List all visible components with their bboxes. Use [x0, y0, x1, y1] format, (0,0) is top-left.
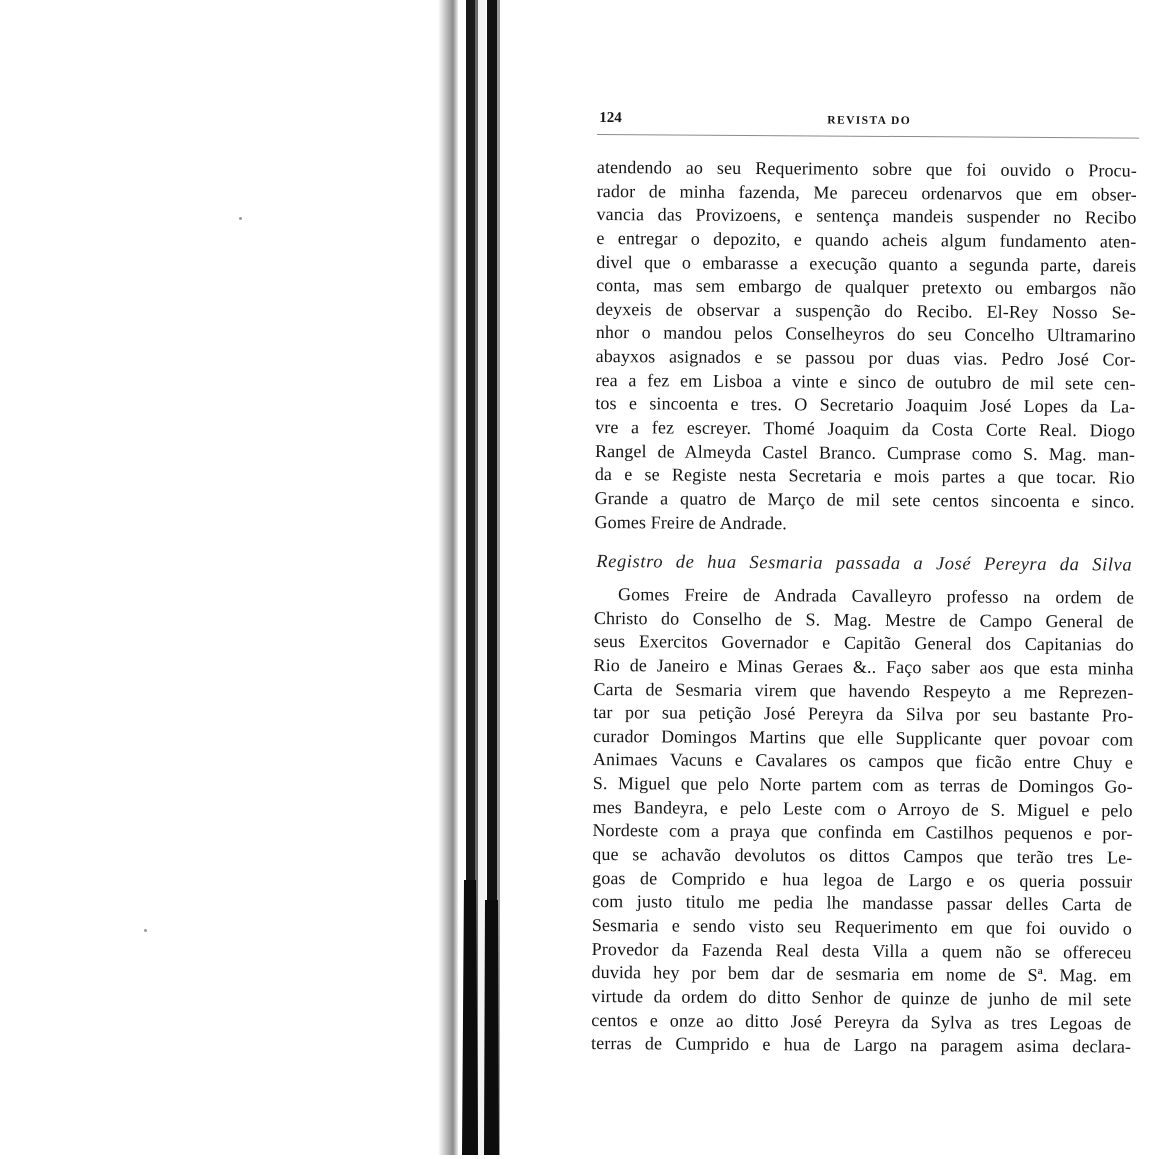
text-line: tar por sua petição José Pereyra da Silva por seu bastante Pro- — [593, 702, 1134, 726]
text-line: abayxos asignados e se passou por duas vias. Pedro José Cor- — [595, 346, 1136, 370]
scan-speck — [239, 217, 242, 220]
text-line: tos e sincoenta e tres. O Secretario Joaquim José Lopes da La- — [595, 393, 1136, 417]
running-title: REVISTA DO — [827, 114, 912, 128]
text-line: virtude da ordem do ditto Senhor de quinze de junho de mil sete — [591, 985, 1132, 1010]
scan-speck — [144, 929, 147, 932]
text-line: e entregar o depozito, e quando acheis algum fundamento aten- — [596, 227, 1137, 252]
text-line: que se achavão devolutos os dittos Campos que terão tres Le- — [592, 844, 1133, 868]
text-line: Rio de Janeiro e Minas Geraes &.. Faço saber aos que esta minha — [593, 654, 1134, 679]
text-line: rador de minha fazenda, Me pareceu ordenarvos que em obser- — [596, 180, 1137, 205]
text-line: Gomes Freire de Andrada Cavalleyro professo na ordem de — [617, 584, 1135, 608]
running-head — [597, 106, 1137, 134]
text-line: S. Miguel que pelo Norte partem com as terras de Domingos Go- — [592, 773, 1133, 797]
section-heading: Registro de hua Sesmaria passada a José Pereyra da Silva — [596, 552, 1133, 576]
text-line: conta, mas sem embargo de qualquer pretexto ou embargos não — [596, 275, 1137, 299]
paragraph-1 — [594, 156, 1136, 538]
text-line: com justo titulo me pedia lhe mandasse passar delles Carta de — [591, 891, 1133, 915]
paragraph-2 — [591, 583, 1134, 1059]
text-line: duvida hey por bem dar de sesmaria em nome de Sª. Mag. em — [591, 962, 1132, 986]
page-number: 124 — [599, 110, 622, 127]
text-line: atendendo ao seu Requerimento sobre que foi ouvido o Procu- — [596, 156, 1137, 181]
text-line: Christo do Conselho de S. Mag. Mestre de Campo General de — [593, 607, 1134, 632]
text-line: curador Domingos Martins que elle Supplicante quer povoar com — [593, 725, 1134, 750]
text-line: rea a fez em Lisboa a vinte e sinco de outubro de mil sete cen- — [595, 369, 1136, 394]
text-line: Animaes Vacuns e Cavalares os campos que ficão entre Chuy e — [592, 749, 1134, 774]
text-line: da e se Registe nesta Secretaria e mois partes a que tocar. Rio — [594, 464, 1135, 488]
text-line: centos e onze ao ditto José Pereyra da Sylva as tres Legoas de — [591, 1009, 1132, 1034]
text-line: nhor o mandou pelos Conselheyros do seu Concelho Ultramarino — [595, 322, 1136, 347]
book-page — [590, 0, 1140, 1159]
text-line: Rangel de Almeyda Castel Branco. Cumprase como S. Mag. man- — [594, 440, 1136, 465]
text-line: Provedor da Fazenda Real desta Villa a quem não se offereceu — [591, 938, 1132, 963]
text-line: Sesmaria e sendo visto seu Requerimento em que foi ouvido o — [591, 914, 1132, 939]
text-line: vancia das Provizoens, e sentença mandeis suspender no Recibo — [596, 204, 1137, 228]
text-line: divel que o embarasse a execução quanto a segunda parte, dareis — [596, 251, 1137, 276]
text-line: vre a fez escreyer. Thomé Joaquim da Costa Corte Real. Diogo — [595, 417, 1136, 441]
book-gutter — [430, 0, 510, 1155]
text-line: terras de Cumprido e hua de Largo na paragem asima declara- — [591, 1033, 1132, 1057]
text-line: Grande a quatro de Março de mil sete centos sincoenta e sinco. — [594, 487, 1135, 512]
text-line: seus Exercitos Governador e Capitão General dos Capitanias do — [593, 631, 1134, 655]
text-line: Gomes Freire de Andrade. — [594, 511, 787, 533]
text-line: mes Bandeyra, e pelo Leste com o Arroyo de S. Miguel e pelo — [592, 796, 1133, 821]
text-line: deyxeis de observar a suspenção do Recibo. El-Rey Nosso Se- — [595, 298, 1137, 323]
text-line: Carta de Sesmaria virem que havendo Respeyto a me Reprezen- — [593, 678, 1134, 703]
header-rule — [597, 134, 1139, 139]
text-line: goas de Comprido e hua legoa de Largo e os queria possuir — [592, 867, 1133, 892]
text-line: Nordeste com a praya que confinda em Castilhos pequenos e por- — [592, 820, 1133, 844]
